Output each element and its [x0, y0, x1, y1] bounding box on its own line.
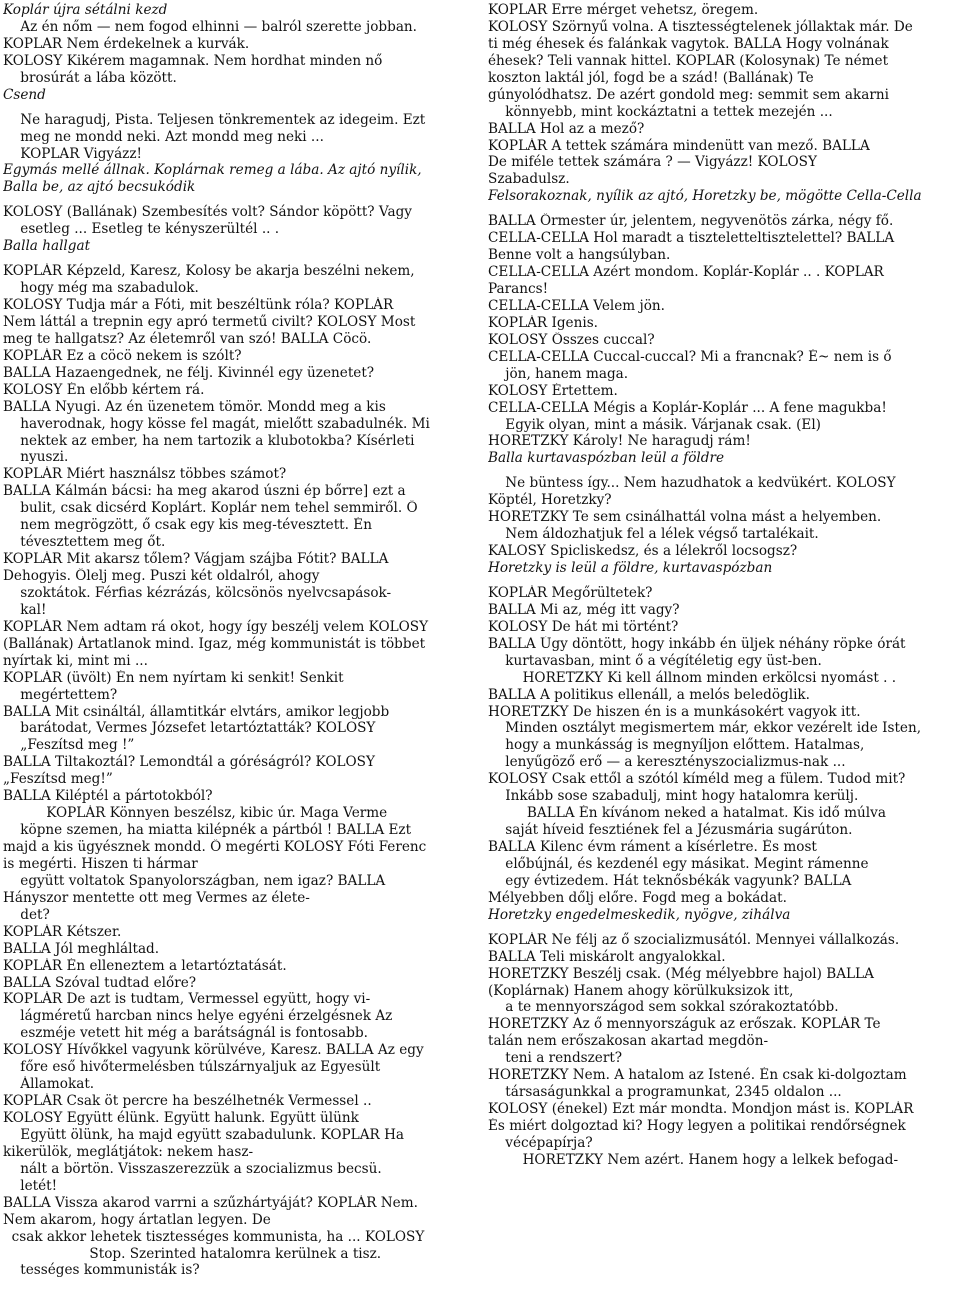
- dialogue-line: KOPLÁR (üvölt) Én nem nyírtam ki senkit! Senkit: [3, 669, 344, 686]
- dialogue-line: barátodat, Vermes Józsefet letartóztatták? KOLOSY: [3, 720, 376, 737]
- dialogue-line: KOPLAR Nem érdekelnek a kurvák.: [3, 35, 250, 52]
- dialogue-line: BALLA Úgy döntött, hogy inkább én üljek néhány röpke órát: [488, 635, 906, 652]
- dialogue-line: teni a rendszert?: [488, 1050, 623, 1067]
- dialogue-line: a te mennyországod sem sokkal szórakoztatóbb.: [488, 999, 839, 1016]
- dialogue-line: HORETZKY Nem azért. Hanem hogy a lelkek befogad-: [488, 1151, 899, 1168]
- dialogue-line: éhesek? Teli vannak hittel. KOPLAR (Kolosynak) Te német: [488, 52, 889, 69]
- dialogue-line: BALLA Mit csináltál, államtitkár elvtárs, amikor legjobb: [3, 703, 390, 720]
- dialogue-line: KOLOSY De hát mi történt?: [488, 618, 679, 635]
- dialogue-line: KALOSY Spicliskedsz, és a lélekről locsogsz?: [488, 543, 798, 560]
- dialogue-line: KOPLÁR Én elleneztem a letartóztatását.: [3, 957, 287, 974]
- dialogue-line: kurtavasban, mint ő a végítéletig egy üst-ben.: [488, 652, 822, 669]
- dialogue-line: De miféle tettek számára ? — Vigyázz! KOLOSY: [488, 154, 817, 171]
- dialogue-line: eszméje vetett hit még a barátságnál is fontosabb.: [3, 1025, 368, 1042]
- dialogue-line: KOLOSY Kikérem magamnak. Nem hordhat minden nő: [3, 52, 383, 69]
- dialogue-line: ti még éhesek és falánkak vagytok. BALLA Hogy volnának: [488, 35, 889, 52]
- dialogue-line: tévesztettem meg őt.: [3, 534, 166, 551]
- dialogue-line: meg ne mondd neki. Azt mondd meg neki ...: [3, 128, 324, 145]
- dialogue-line: CELLA-CELLA Mégis a Koplár-Koplár ... A fene magukba!: [488, 399, 887, 416]
- dialogue-line: BALLA Kálmán bácsi: ha meg akarod úszni ép bőrre] ezt a: [3, 483, 406, 500]
- stage-direction-line: Koplár újra sétálni kezd: [3, 2, 168, 18]
- dialogue-line: BALLA A politikus ellenáll, a melós beledöglik.: [488, 686, 810, 703]
- dialogue-line: BALLA Tiltakoztál? Lemondtál a góréságról? KOLOSY: [3, 754, 375, 771]
- dialogue-line: BALLA Jól meghláltad.: [3, 940, 160, 957]
- dialogue-line: letét!: [3, 1177, 58, 1194]
- dialogue-line: vécépapírja?: [488, 1134, 593, 1151]
- dialogue-line: KOLOSY Értettem.: [488, 382, 618, 399]
- dialogue-line: nem megrögzött, ő csak egy kis meg-tévesztett. Én: [3, 517, 372, 534]
- dialogue-line: nált a börtön. Visszaszerezzük a szocializmus becsü.: [3, 1160, 382, 1177]
- dialogue-line: BALLA Teli miskárolt angyalokkal.: [488, 948, 726, 965]
- dialogue-line: KOLOSY Szörnyű volna. A tisztességtelenek jóllaktak már. De: [488, 18, 913, 35]
- dialogue-line: haverodnak, hogy kösse fel magát, mielőtt szabadulnék. Mi: [3, 415, 430, 432]
- dialogue-line: KOLOSY (énekel) Ezt már mondta. Mondjon mást is. KOPLÁR: [488, 1101, 914, 1118]
- paragraph-gap: [3, 104, 472, 112]
- left-column: [3, 2, 472, 1279]
- dialogue-line: talán nem erőszakosan akartad megdön-: [488, 1033, 769, 1050]
- dialogue-line: tességes kommunisták is?: [3, 1262, 200, 1279]
- dialogue-line: KOPLAR Erre mérget vehetsz, öregem.: [488, 2, 759, 18]
- dialogue-line: KOPLÁR Csak öt percre ha beszélhetnék Vermessel ..: [3, 1093, 372, 1110]
- dialogue-line: BALLA Mi az, még itt vagy?: [488, 601, 680, 618]
- dialogue-line: BALLA Őrmester úr, jelentem, negyvenötös zárka, négy fő.: [488, 213, 894, 230]
- dialogue-line: könnyebb, mint kockáztatni a tettek mezején ...: [488, 103, 833, 120]
- dialogue-line: Benne volt a hangsúlyban.: [488, 247, 671, 264]
- dialogue-line: Szabadulsz.: [488, 171, 570, 188]
- dialogue-line: CELLA-CELLA Hol maradt a tiszteletteltisztelettel? BALLA: [488, 230, 895, 247]
- stage-direction-line: Horetzky is leül a földre, kurtavaspózban: [488, 560, 773, 576]
- dialogue-line: KOPLÁR Képzeld, Karesz, Kolosy be akarja beszélni nekem,: [3, 263, 415, 280]
- stage-direction-line: Balla hallgat: [3, 238, 91, 255]
- dialogue-line: lágméretű harcban nincs helye egyéni érzelgésnek Az: [3, 1008, 393, 1025]
- dialogue-line: Nem láttál a trepnin egy apró termetű civilt? KOLOSY Most: [3, 313, 416, 330]
- dialogue-line: KOPLÁR Nem adtam rá okot, hogy így beszélj velem KOLOSY: [3, 618, 429, 635]
- dialogue-line: Együtt ölünk, ha majd együtt szabadulunk. KOPLAR Ha: [3, 1126, 405, 1143]
- dialogue-line: HORETZKY Beszélj csak. (Még mélyebbre hajol) BALLA: [488, 965, 874, 982]
- stage-direction-line: Felsorakoznak, nyílik az ajtó, Horetzky be, mögötte Cella-Cella: [488, 188, 922, 205]
- dialogue-line: főre eső hivőtermelésben túlszárnyaljuk az Egyesült: [3, 1059, 381, 1076]
- dialogue-line: det?: [3, 906, 50, 923]
- dialogue-line: társaságunkkal a programunkat, 2345 oldalon ...: [488, 1084, 842, 1101]
- dialogue-line: hogy a munkásság is megnyíljon előttem. Hatalmas,: [488, 737, 865, 754]
- dialogue-line: nektek az ember, ha nem tartozik a klubotokba? Kísérleti: [3, 432, 415, 449]
- dialogue-line: gúnyolódhatsz. De azért gondold meg: semmit sem akarni: [488, 86, 889, 103]
- dialogue-line: Stop. Szerinted hatalomra kerülnek a tisz.: [3, 1245, 382, 1262]
- dialogue-line: KOPLAR Vigyázz!: [3, 145, 142, 162]
- right-column: [488, 2, 954, 1169]
- dialogue-line: kal!: [3, 601, 47, 618]
- dialogue-line: KOLOSY Összes cuccal?: [488, 331, 655, 348]
- dialogue-line: bulit, csak dicsérd Koplárt. Koplár nem tehel semmiről. Ő: [3, 500, 418, 517]
- dialogue-line: „Feszítsd meg !”: [3, 737, 135, 754]
- dialogue-line: BALLA Kiléptél a pártotokból?: [3, 788, 213, 805]
- dialogue-line: KOLOSY (Ballának) Szembesítés volt? Sándor köpött? Vagy: [3, 204, 412, 221]
- paragraph-gap: [488, 205, 954, 213]
- dialogue-line: megértettem?: [3, 686, 118, 703]
- paragraph-gap: [488, 467, 954, 475]
- dialogue-line: lenyűgöző erő — a keresztényszocializmus-nak ...: [488, 754, 846, 771]
- dialogue-line: HORETZKY De hiszen én is a munkásokért vagyok itt.: [488, 703, 861, 720]
- dialogue-line: köpne szemen, ha miatta kilépnék a pártból ! BALLA Ezt: [3, 822, 412, 839]
- dialogue-line: saját híveid fesztiének fel a Jézusmária sugárúton.: [488, 822, 853, 839]
- dialogue-line: Mélyebben dőlj előre. Fogd meg a bokádat.: [488, 889, 787, 906]
- dialogue-line: meg te hallgatsz? Az életemről van szó! BALLA Cöcö.: [3, 330, 372, 347]
- dialogue-line: KOLOSY Csak ettől a szótól kíméld meg a fülem. Tudod mit?: [488, 771, 906, 788]
- dialogue-line: BALLA Nyugi. Az én üzenetem tömör. Mondd meg a kis: [3, 398, 386, 415]
- dialogue-line: szoktátok. Férfias kézrázás, kölcsönös nyelvcsapások-: [3, 584, 392, 601]
- dialogue-line: Parancs!: [488, 281, 549, 297]
- stage-direction-line: Egymás mellé állnak. Koplárnak remeg a lába. Az ajtó nyílik,: [3, 162, 422, 179]
- paragraph-gap: [488, 577, 954, 585]
- dialogue-line: HORETZKY Károly! Ne haragudj rám!: [488, 433, 751, 450]
- dialogue-line: Minden osztályt megismertem már, ekkor vezérelt ide Isten,: [488, 720, 922, 737]
- dialogue-line: Nem akarom, hogy ártatlan legyen. De: [3, 1211, 271, 1228]
- dialogue-line: HORETZKY Ki kell állnom minden erkölcsi nyomást . .: [488, 669, 897, 686]
- dialogue-line: koszton laktál jól, fogd be a szád! (Ballának) Te: [488, 69, 814, 86]
- dialogue-line: BALLA Én kívánom neked a hatalmat. Kis idő múlva: [488, 805, 886, 822]
- dialogue-line: Ne büntess így... Nem hazudhatok a kedvükért. KOLOSY: [488, 475, 896, 492]
- dialogue-line: KOPLÁR Megőrültetek?: [488, 584, 653, 601]
- dialogue-line: nyuszi.: [3, 449, 69, 466]
- dialogue-line: KOPLÁR Ez a cöcö nekem is szólt?: [3, 347, 242, 364]
- paragraph-gap: [3, 196, 472, 204]
- dialogue-line: KOPLÁR Ne félj az ő szocializmusától. Mennyei vállalkozás.: [488, 931, 900, 948]
- dialogue-line: Ne haragudj, Pista. Teljesen tönkrementek az idegeim. Ezt: [3, 111, 426, 128]
- dialogue-line: KOPLÁR A tettek számára mindenütt van mező. BALLA: [488, 137, 870, 154]
- dialogue-line: nyírtak ki, mint mi ...: [3, 652, 148, 669]
- dialogue-line: Dehogyis. Ölelj meg. Puszi két oldalról, ahogy: [3, 568, 320, 584]
- dialogue-line: És miért dolgoztad ki? Hogy legyen a politikai rendőrségnek: [488, 1118, 906, 1134]
- dialogue-line: KOPLÁR Igenis.: [488, 314, 598, 331]
- dialogue-line: csak akkor lehetek tisztességes kommunista, ha ... KOLOSY: [3, 1228, 425, 1245]
- dialogue-line: BALLA Kilenc évm ráment a kísérletre. És most: [488, 839, 817, 855]
- dialogue-line: együtt voltatok Spanyolországban, nem igaz? BALLA: [3, 872, 386, 889]
- dialogue-line: KOLOSY Hívőkkel vagyunk körülvéve, Karesz. BALLA Az egy: [3, 1042, 424, 1059]
- stage-direction-line: Horetzky engedelmeskedik, nyögve, zihálva: [488, 906, 791, 923]
- dialogue-line: majd a kis ügyésznek mondd. Ő megérti KOLOSY Fóti Ferenc: [3, 839, 427, 855]
- dialogue-line: KOLOSY Együtt élünk. Együtt halunk. Együtt ülünk: [3, 1110, 359, 1126]
- dialogue-line: (Ballának) Ártatlanok mind. Igaz, még kommunistát is többet: [3, 635, 426, 652]
- dialogue-line: HORETZKY Te sem csinálhattál volna mást a helyemben.: [488, 509, 882, 526]
- dialogue-line: CELLA-CELLA Azért mondom. Koplár-Koplár .. . KOPLAR: [488, 264, 884, 281]
- dialogue-line: KOPLÁR De azt is tudtam, Vermessel együtt, hogy vi-: [3, 991, 371, 1008]
- dialogue-line: HORETZKY Nem. A hatalom az Istené. Én csak ki-dolgoztam: [488, 1067, 907, 1084]
- dialogue-line: HORETZKY Az ő mennyországuk az erőszak. KOPLÁR Te: [488, 1016, 881, 1033]
- dialogue-line: KOPLÁR Mit akarsz tőlem? Vágjam szájba Fótit? BALLA: [3, 551, 389, 568]
- dialogue-line: BALLA Hol az a mező?: [488, 120, 645, 137]
- dialogue-line: Nem áldozhatjuk fel a lélek végső tartalékait.: [488, 526, 819, 543]
- dialogue-line: „Feszítsd meg!”: [3, 771, 113, 788]
- dialogue-line: (Koplárnak) Hanem ahogy körülkuksizok itt,: [488, 982, 794, 999]
- dialogue-line: brosúrát a lába között.: [3, 69, 177, 86]
- paragraph-gap: [488, 924, 954, 932]
- dialogue-line: KOPLÁR Könnyen beszélsz, kibic úr. Maga Verme: [3, 805, 388, 822]
- dialogue-line: BALLA Vissza akarod varrni a szűzhártyáját? KOPLÁR Nem.: [3, 1194, 418, 1211]
- dialogue-line: egy évtizedem. Hát teknősbékák vagyunk? BALLA: [488, 872, 852, 889]
- dialogue-line: Államokat.: [3, 1076, 95, 1093]
- dialogue-line: jön, hanem maga.: [488, 365, 629, 382]
- dialogue-line: Az én nőm — nem fogod elhinni — balról szerette jobban.: [3, 18, 417, 35]
- dialogue-line: esetleg ... Esetleg te kényszerültél .. .: [3, 221, 280, 238]
- stage-direction-line: Csend: [3, 86, 46, 103]
- dialogue-line: KOPLÁR Miért használsz többes számot?: [3, 466, 287, 483]
- dialogue-line: kikerülök, meglátjátok: nekem hasz-: [3, 1143, 254, 1160]
- dialogue-line: előbújnál, és kezdenél egy másikat. Megint rámenne: [488, 855, 869, 872]
- dialogue-line: CELLA-CELLA Velem jön.: [488, 297, 665, 314]
- dialogue-line: Köptél, Horetzky?: [488, 492, 612, 509]
- stage-direction-line: Balla kurtavaspózban leül a földre: [488, 450, 725, 467]
- dialogue-line: BALLA Hazaengednek, ne félj. Kivinnél egy üzenetet?: [3, 364, 375, 381]
- dialogue-line: Inkább sose szabadulj, mint hogy hatalomra kerülj.: [488, 788, 859, 805]
- dialogue-line: KOLOSY Én előbb kértem rá.: [3, 381, 205, 398]
- dialogue-line: Hányszor mentette ott meg Vermes az élete-: [3, 889, 310, 906]
- dialogue-line: hogy még ma szabadulok.: [3, 280, 199, 297]
- paragraph-gap: [3, 255, 472, 263]
- dialogue-line: BALLA Szóval tudtad előre?: [3, 974, 197, 991]
- dialogue-line: Egyik olyan, mint a másik. Várjanak csak. (El): [488, 416, 821, 433]
- dialogue-line: KOPLÁR Kétszer.: [3, 923, 122, 940]
- dialogue-line: CELLA-CELLA Cuccal-cuccal? Mi a francnak? É~ nem is ő: [488, 348, 892, 365]
- stage-direction-line: Balla be, az ajtó becsukódik: [3, 179, 196, 196]
- dialogue-line: KOLOSY Tudja már a Fóti, mit beszéltünk róla? KOPLÁR: [3, 297, 394, 313]
- dialogue-line: is megérti. Hiszen ti hármar: [3, 855, 198, 872]
